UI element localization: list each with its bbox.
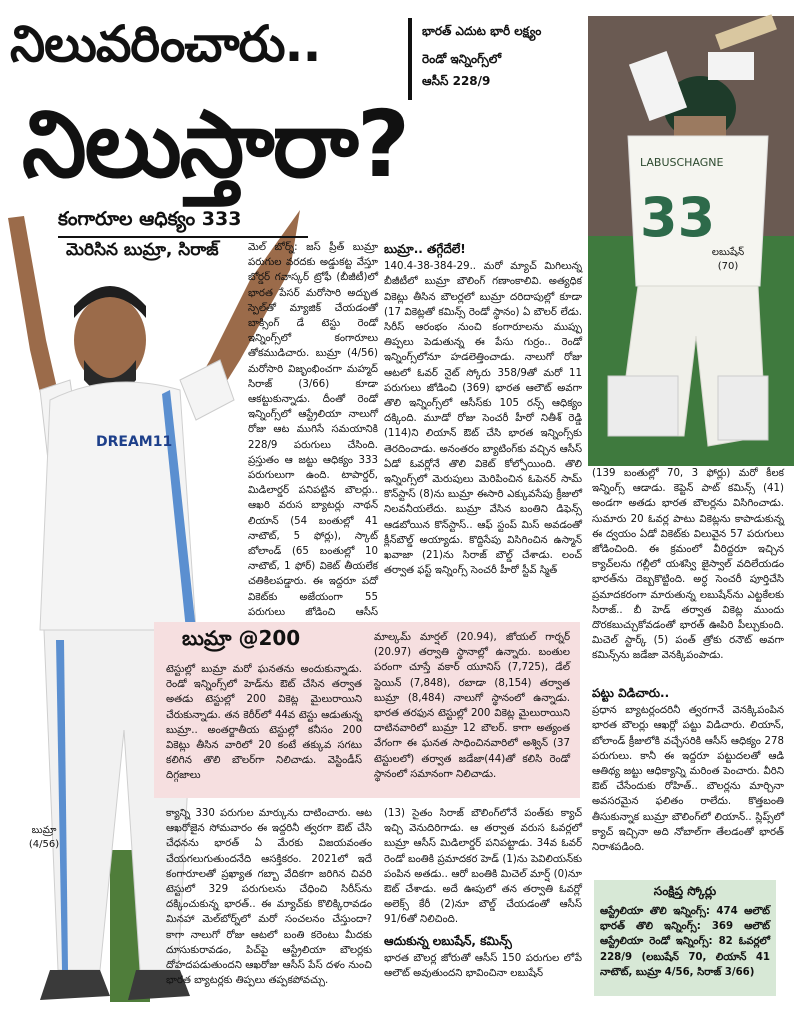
article-col3-text: (139 బంతుల్లో 70, 3 ఫోర్లు) మరో కీలక ఇన్నింగ్స్ ఆడాడు. కెప్టెన్ పాట్ కమిన్స్ (41) అండగా అతడు భారత బౌలర్లను విసిగించాడు. సుమారు 20 ఓవర్ల పాటు వికెట్లను కాపాడుకున్న ఈ ద్వయం ఏడో వికెట్‌కు విలువైన 57 పరుగులు జోడించింది. ఈ క్రమంలో వీరిద్దరూ ఇచ్చిన క్యాచ్‌లను గల్లీలో యశస్వి జైస్వాల్ వదిలేయడం భారత్‌ను దెబ్బకొట్టింది. అర్ధ సెంచరీ పూర్తిచేసి ప్రమాదకరంగా మారుతున్న లబుషేన్‌ను ఎట్టకేలకు సిరాజ్.. బీ హెడ్ తర్వాత వికెట్ల ముందు దొరకబుచ్చుకోవడంతో భారత్ ఊపిరి పీల్చుకుంది. మిచెల్ స్టార్క్ (5) పంత్ త్రోకు రనౌట్ అవగా కమిన్స్‌ను జడేజా వెనక్కిపంపాడు.	[592, 468, 784, 662]
article-col1b	[166, 806, 372, 1006]
bumrah-caption-figures: (4/56)	[28, 839, 60, 850]
bumrah-200-right	[374, 630, 570, 794]
bumrah-200-right-text: మాల్కమ్ మార్షల్ (20.94), జోయల్ గార్నర్ (20.97) తర్వాతి స్థానాల్లో ఉన్నారు. బంతుల పరంగా చూస్తే వకార్ యూనిస్ (7,725), డేల్ స్టెయిన్ (7,848), రబాడా (8,154) తర్వాత బుమ్రా (8,484) నాలుగో స్థానంలో ఉన్నాడు. భారత తరఫున టెస్టుల్లో 200 వికెట్ల మైలురాయిని దాటినవారిలో బుమ్రా 12 బౌలర్. కాగా అత్యంత వేగంగా ఈ ఘనత సాధించినవారిలో అశ్విన్ (37 టెస్టులలో) తర్వాత జడేజా(44)తో కలిసి రెండో స్థానంలో సమానంగా నిలిచాడు.	[374, 632, 570, 780]
article-col2b	[384, 806, 582, 1006]
subhead-divider	[58, 236, 308, 238]
article-col3	[592, 466, 784, 676]
scorecard-title: సంక్షిప్త స్కోర్లు	[653, 884, 717, 898]
jersey-sponsor-text: DREAM11	[96, 434, 173, 450]
article-col2	[384, 240, 582, 622]
labuschagne-caption	[688, 246, 768, 274]
kicker-box	[408, 18, 576, 100]
jersey-number-text: 33	[640, 186, 716, 249]
article-col2c-text: భారత బౌలర్ల జోరుతో ఆసీస్ 150 పరుగుల లోపే ఆలౌట్ అవుతుందని భావించినా లబుషేన్	[384, 952, 582, 980]
headline-line1: నిలువరించారు..	[10, 15, 321, 73]
article-col2b-text: (13) సైతం సిరాజ్ బౌలింగ్‌లోనే పంత్‌కు క్యాచ్ ఇచ్చి వెనుదిరిగాడు. ఆ తర్వాత వరుస ఓవర్లలో బుమ్రా ఆసీస్ మిడిలార్డర్ పనిపట్టాడు. 34వ ఓవర్ రెండో బంతికి ప్రమాదకర హెడ్ (1)ను పెవిలియన్‌కు పంపిన అతడు.. ఆరో బంతికి మిచెల్ మార్ష్ (0)నూ ఔట్ చేశాడు. అదే ఊపులో తన తర్వాతి ఓవర్లో అలెక్స్ కేరీ (2)నూ బౌల్డ్ చేయడంతో ఆసీస్ 91/6తో నిలిచింది.	[384, 808, 582, 926]
subhead-second: మెరిసిన బుమ్రా, సిరాజ్	[66, 240, 219, 260]
article-col3b-heading: పట్టు విడిచారు..	[592, 686, 670, 700]
scorecard-body	[600, 904, 770, 980]
labuschagne-illustration	[588, 16, 794, 466]
subhead-lead: కంగారూల ఆధిక్యం 333	[58, 208, 242, 230]
article-col1b-text: క్యాన్ని 330 పరుగుల మార్కును దాటించారు. ఆట ఆఖరోజైన సోమవారం ఈ ఇద్దరినీ త్వరగా ఔట్ చేసి చేధనను భారత్ ఏ మేరకు విజయవంతం చేయగలుగుతుందనేది ఆసక్తికరం. 2021లో ఇదే కంగారూలతో ప్రఖ్యాత గబ్బా వేదికగా జరిగిన చివరి టెస్టులో 329 పరుగులను చేధించి సిరీస్‌ను దక్కించుకున్న భారత్.. ఈ మ్యాచ్‌కు కొలిక్కిరావడం మినహా మెల్‌బోర్న్‌లో మరో సంచలనం చేస్తుందా? కాగా నాలుగో రోజు ఆటలో బంతి కరెంటు మీదకు దూసుకురావడం, పిచ్‌పై ఆస్ట్రేలియా బౌలర్లకు దోహదపడుతుందని ఆఖరోజు ఆసీస్ పేస్ దళం నుంచి భారత బ్యాటర్లకు తిప్పలు తప్పకపోవచ్చు.	[166, 808, 372, 987]
article-col2-heading: బుమ్రా.. తగ్గేదేలే!	[384, 242, 466, 256]
kicker-bar	[408, 18, 412, 100]
bumrah-200-box	[154, 622, 580, 798]
jersey-name-text: LABUSCHAGNE	[640, 156, 724, 169]
labuschagne-caption-score: (70)	[717, 261, 739, 272]
kicker-line3: ఆసీస్ 228/9	[422, 74, 491, 88]
kicker-line2: రెండో ఇన్నింగ్స్‌లో	[422, 52, 502, 66]
labuschagne-photo	[588, 16, 794, 466]
article-col2c-heading: ఆదుకున్న లబుషేన్, కమిన్స్	[384, 933, 512, 948]
bumrah-200-title: బుమ్రా @200	[182, 626, 301, 650]
scorecard-box	[594, 880, 776, 996]
article-col2-text: 140.4-38-384-29.. మరో మ్యాచ్ మిగిలున్న బీజీటీలో బుమ్రా బౌలింగ్ గణాంకాలివి. అత్యధిక వికెట్లు తీసిన బౌలర్లలో బుమ్రా దరిదాపుల్లో కూడా (17 వికెట్లతో కమిన్స్ రెండో స్థానం) ఏ బౌలర్ లేడు. సిరీస్ ఆరంభం నుంచి కంగారూలను ముప్పు తిప్పలు పెడుతున్న ఈ పేసు గుర్రం.. రెండో ఇన్నింగ్స్‌లోనూ హడలెత్తించాడు. నాలుగో రోజు ఆటలో ఓవర్ నైట్ స్కోరు 358/9తో మరో 11 పరుగులు జోడించి (369) భారత ఆలౌట్ అవగా తొలి ఇన్నింగ్స్‌లో ఆసీస్‌కు 105 రన్స్ ఆధిక్యం దక్కింది. మూడో రోజు సెంచరీ హీరో నితీశ్ రెడ్డి (114)ని లియాన్ ఔట్ చేసి భారత ఇన్నింగ్స్‌కు తెరదించాడు. అనంతరం బ్యాటింగ్‌కు వచ్చిన ఆసీస్ ఏడో ఓవర్లోనే తొలి వికెట్ కోల్పోయింది. తొలి ఇన్నింగ్స్‌లో మెరుపులు మెరిపించిన ఓపెనర్ సామ్ కొన్‌స్టాస్ (8)ను బుమ్రా ఈసారి ఎక్కువసేపు క్రీజులో నిలవనీయలేదు. బుమ్రా వేసిన బంతిని డిఫెన్స్ ఆడబోయిన కొన్‌స్టాస్.. ఆఫ్ స్టంప్ మిస్ అవడంతో క్లీన్‌బౌల్డ్ అయ్యాడు. కొద్దిసేపు విసిగించిన ఉస్మాన్ ఖవాజా (21)ను సిరాజ్ బౌల్డ్ చేశాడు. లంచ్ తర్వాత ఫస్ట్ ఇన్నింగ్స్ సెంచరీ హీరో స్టీవ్ స్మిత్	[384, 261, 582, 577]
article-col1-text: మెల్ బోర్న్: జస్ ప్రీత్ బుమ్రా పరుగుల వరదకు అడ్డుకట్ట వేస్తూ బోర్డర్ గవాస్కర్ ట్రోఫీ (బీజీటీ)లో భారత పేసర్ మరోసారి అద్భుత స్పెల్‌తో మ్యాజిక్ చేయడంతో బాక్సింగ్ డే టెస్టు రెండో ఇన్నింగ్స్‌లో కంగారూలు తోకముడిచారు. బుమ్రా (4/56) మరోసారి విజృంభించగా మహ్మద్ సిరాజ్ (3/66) కూడా ఆకట్టుకున్నాడు. దీంతో రెండో ఇన్నింగ్స్‌లో ఆస్ట్రేలియా నాలుగో రోజు ఆట ముగిసే సమయానికి 228/9 పరుగులు చేసింది. ప్రస్తుతం ఆ జట్టు ఆధిక్యం 333 పరుగులుగా ఉంది. టాపార్డర్, మిడిలార్డర్ పనిపట్టిన బౌలర్లు.. ఆఖరి వరుస బ్యాటర్లు నాథన్ లియాన్ (54 బంతుల్లో 41 నాటౌట్, 5 ఫోర్లు), స్కాట్ బోలాండ్ (65 బంతుల్లో 10 నాటౌట్, 1 ఫోర్) వికెట్ తీయలేక చతికిలపడ్డారు. ఈ ఇద్దరూ పదో వికెట్‌కు అజేయంగా 55 పరుగులు జోడించి ఆసీస్	[248, 242, 378, 618]
bumrah-caption	[24, 824, 64, 852]
headline-line2: నిలుస్తారా?	[22, 91, 409, 198]
scorecard-text: ఆస్ట్రేలియా తొలి ఇన్నింగ్స్: 474 ఆలౌట్ భారత్ తొలి ఇన్నింగ్స్: 369 ఆలౌట్ ఆస్ట్రేలియా రెండో ఇన్నింగ్స్: 82 ఓవర్లలో 228/9 (లబుషేన్ 70, లియాన్ 41 నాటౌట్, బుమ్రా 4/56, సిరాజ్ 3/66)	[600, 906, 770, 978]
article-col1	[248, 240, 378, 620]
bumrah-200-left	[166, 662, 362, 794]
article-col3b	[592, 684, 784, 874]
labuschagne-caption-name: లబుషేన్	[711, 247, 745, 258]
bumrah-200-left-text: టెస్టుల్లో బుమ్రా మరో ఘనతను అందుకున్నాడు. రెండో ఇన్నింగ్స్‌లో హెడ్‌ను ఔట్ చేసిన తర్వాత అతడు టెస్టుల్లో 200 వికెట్ల మైలురాయిని చేరుకున్నాడు. తన కెరీర్‌లో 44వ టెస్టు ఆడుతున్న బుమ్రా.. అంతర్జాతీయ టెస్టుల్లో కనీసం 200 వికెట్లు తీసిన వారిలో 20 కంటే తక్కువ సగటు కలిగిన తొలి బౌలర్‌గా నిలిచాడు. వెస్టిండీస్ దిగ్గజాలు	[166, 664, 362, 782]
kicker-line1: భారత్ ఎదుట భారీ లక్ష్యం	[422, 24, 542, 38]
article-col3b-text: ప్రధాన బ్యాటర్లందరినీ త్వరగానే వెనక్కిపంపిన భారత బౌలర్లు ఆఖర్లో పట్టు విడిచారు. లియాన్, బోలాండ్ క్రీజులోకి వచ్చేసరికి ఆసీస్ ఆధిక్యం 278 పరుగులు. కానీ ఈ ఇద్దరూ పట్టుదలతో ఆడి ఆతిథ్య జట్టు ఆధిక్యాన్ని మరింత పెంచారు. వీరిని ఔట్ చేసేందుకు రోహిత్.. బౌలర్లను మార్చినా అవసరమైన ఫలితం రాలేదు. కొత్తబంతి తీసుకున్నాక బుమ్రా బౌలింగ్‌లో లియాన్.. స్లిప్స్‌లో క్యాచ్ ఇచ్చినా అది నోబాల్‌గా తేలడంతో భారత్ నిరాశపడింది.	[592, 705, 784, 854]
bumrah-caption-name: బుమ్రా	[31, 825, 57, 836]
